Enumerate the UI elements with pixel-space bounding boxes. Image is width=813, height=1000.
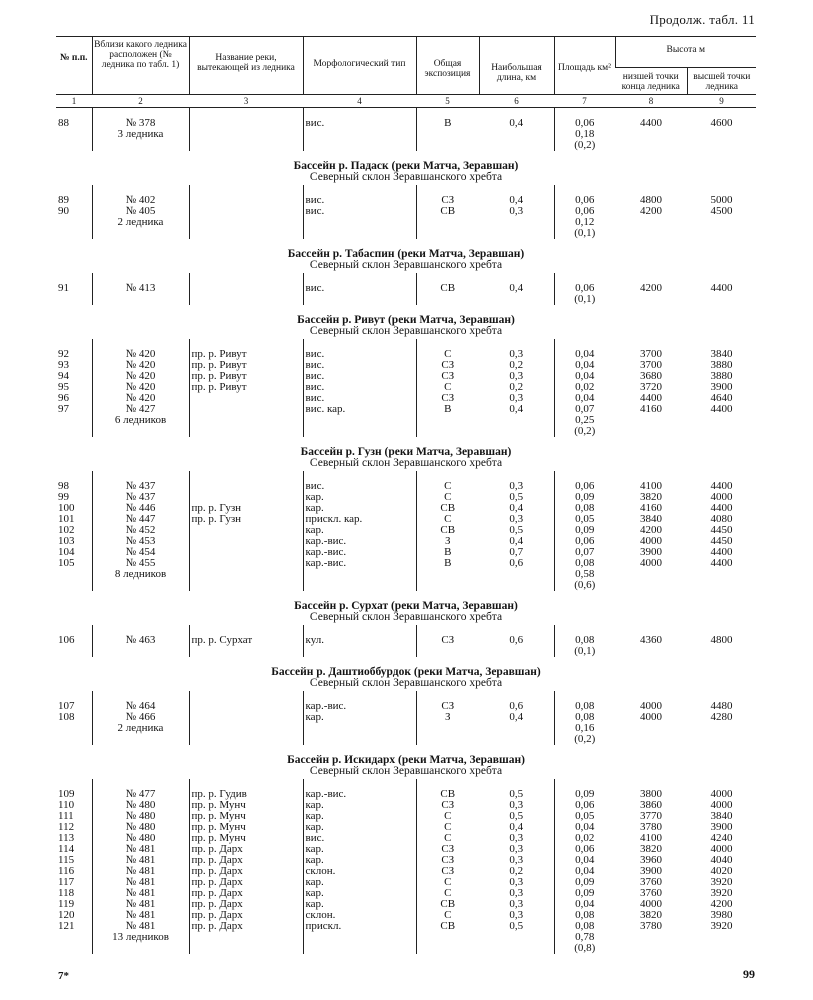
cell-low: 4360 <box>640 634 662 646</box>
cell-near: № 413 <box>92 273 189 305</box>
cell-no: 98 99 100 101 102 103 104 105 <box>58 480 75 569</box>
col-number: 3 <box>189 95 303 108</box>
cell-low: 4200 <box>640 282 662 294</box>
cell-no: 107 108 <box>58 700 75 723</box>
signature-mark: 7* <box>58 970 69 982</box>
cell-exposure: СВ <box>416 273 479 305</box>
cell-exposure: СВ СЗ С С С СЗ СЗ СЗ С С СВ С СВ <box>416 779 479 954</box>
col-number: 4 <box>303 95 416 108</box>
cell-high: 4400 <box>710 282 733 294</box>
cell-length: 0,4 <box>509 117 524 129</box>
table-row <box>56 471 756 591</box>
cell-low: 4100 3820 4160 3840 4200 4000 3900 4000 <box>640 480 662 569</box>
basin-title: Бассейн р. Ривут (реки Матча, Зеравшан) <box>297 314 515 326</box>
cell-high: 4400 4000 4400 4080 4450 4450 4400 4400 <box>710 480 733 569</box>
cell-near: № 463 <box>92 625 189 657</box>
cell-exposure: СЗ З <box>416 691 479 745</box>
cell-area: 0,08 0,08 0,16 (0,2) <box>554 691 615 745</box>
cell-no: 92 93 94 95 96 97 <box>58 348 69 415</box>
col-number: 1 <box>56 95 92 108</box>
page-number: 99 <box>743 967 755 981</box>
cell-type: вис. <box>303 108 416 152</box>
table-row <box>56 779 756 954</box>
cell-near: № 402 № 405 2 ледника <box>92 185 189 239</box>
table-body <box>56 108 756 955</box>
header-low: низшей точки конца ледника <box>621 72 680 92</box>
basin-heading <box>56 437 756 458</box>
cell-high: 4000 4000 3840 3900 4240 4000 4040 4020 3920 3920 4200 3980 3920 <box>710 788 733 932</box>
col-number: 9 <box>687 95 756 108</box>
slope-heading <box>56 612 756 625</box>
basin-title: Бассейн р. Табаспин (реки Матча, Зеравшан) <box>287 248 525 260</box>
col-number: 2 <box>92 95 189 108</box>
cell-area: 0,08 (0,1) <box>554 625 615 657</box>
cell-no: 88 <box>58 117 69 129</box>
col-number: 6 <box>479 95 554 108</box>
cell-exposure: СЗ <box>416 625 479 657</box>
cell-high: 4600 <box>710 117 733 129</box>
cell-high: 5000 4500 <box>710 194 733 217</box>
cell-river: пр. р. Сурхат <box>189 625 303 657</box>
cell-near: № 378 3 ледника <box>92 108 189 152</box>
cell-river: пр. р. Ривут пр. р. Ривут пр. р. Ривут пр. р. Ривут <box>189 339 303 437</box>
continuation-label: Продолж. табл. 11 <box>649 12 755 27</box>
basin-heading <box>56 657 756 678</box>
slope-title: Северный склон Зеравшанского хребта <box>309 171 503 183</box>
slope-title: Северный склон Зеравшанского хребта <box>309 611 503 623</box>
header-morph: Морфологический тип <box>303 37 416 95</box>
slope-heading <box>56 458 756 471</box>
cell-type: вис. вис. <box>303 185 416 239</box>
cell-length: 0,6 <box>509 634 524 646</box>
cell-high: 4480 4280 <box>710 700 733 723</box>
header-length: Наибольшая длина, км <box>479 37 554 95</box>
basin-heading <box>56 239 756 260</box>
cell-low: 4400 <box>640 117 662 129</box>
header-river: Название реки, вытекающей из ледника <box>189 37 303 95</box>
table-row <box>56 625 756 657</box>
cell-length: 0,4 0,3 <box>509 194 524 217</box>
table-row <box>56 273 756 305</box>
cell-no: 106 <box>58 634 75 646</box>
header-exposure: Общая экспозиция <box>416 37 479 95</box>
slope-heading <box>56 678 756 691</box>
cell-exposure: СЗ СВ <box>416 185 479 239</box>
cell-near: № 477 № 480 № 480 № 480 № 480 № 481 № 481 № 481 № 481 № 481 № 481 № 481 № 481 13 ледников <box>92 779 189 954</box>
glacier-table <box>56 36 756 954</box>
cell-low: 3700 3700 3680 3720 4400 4160 <box>640 348 662 415</box>
cell-no: 91 <box>58 282 69 294</box>
basin-heading <box>56 591 756 612</box>
cell-length: 0,3 0,5 0,4 0,3 0,5 0,4 0,7 0,6 <box>509 480 524 569</box>
basin-title: Бассейн р. Даштиоббурдок (реки Матча, Зеравшан) <box>271 666 541 678</box>
basin-heading <box>56 745 756 766</box>
basin-title: Бассейн р. Искидарх (реки Матча, Зеравшан) <box>287 754 525 766</box>
table-row <box>56 108 756 152</box>
cell-exposure: В <box>416 108 479 152</box>
cell-area: 0,06 (0,1) <box>554 273 615 305</box>
col-number: 7 <box>554 95 615 108</box>
cell-type: кар.-вис. кар. <box>303 691 416 745</box>
cell-area: 0,09 0,06 0,05 0,04 0,02 0,06 0,04 0,04 0,09 0,09 0,04 0,08 0,08 0,78 (0,8) <box>554 779 615 954</box>
cell-high: 4800 <box>710 634 733 646</box>
header-no: № п.п. <box>56 37 92 95</box>
cell-area: 0,06 0,09 0,08 0,05 0,09 0,06 0,07 0,08 0,58 (0,6) <box>554 471 615 591</box>
basin-heading <box>56 151 756 172</box>
cell-area: 0,04 0,04 0,04 0,02 0,04 0,07 0,25 (0,2) <box>554 339 615 437</box>
slope-title: Северный склон Зеравшанского хребта <box>309 677 503 689</box>
cell-river <box>189 185 303 239</box>
cell-type: вис. <box>303 273 416 305</box>
slope-title: Северный склон Зеравшанского хребта <box>309 325 503 337</box>
cell-low: 3800 3860 3770 3780 4100 3820 3960 3900 3760 3760 4000 3820 3780 <box>640 788 662 932</box>
cell-exposure: С С СВ С СВ З В В <box>416 471 479 591</box>
basin-title: Бассейн р. Падаск (реки Матча, Зеравшан) <box>293 160 519 172</box>
cell-high: 3840 3880 3880 3900 4640 4400 <box>710 348 733 415</box>
basin-title: Бассейн р. Сурхат (реки Матча, Зеравшан) <box>294 600 518 612</box>
slope-title: Северный склон Зеравшанского хребта <box>309 259 503 271</box>
cell-no: 89 90 <box>58 194 69 217</box>
cell-length: 0,3 0,2 0,3 0,2 0,3 0,4 <box>509 348 524 415</box>
table-row <box>56 185 756 239</box>
cell-type: вис. вис. вис. вис. вис. вис. кар. <box>303 339 416 437</box>
cell-near: № 464 № 466 2 ледника <box>92 691 189 745</box>
slope-heading <box>56 766 756 779</box>
cell-low: 4000 4000 <box>640 700 662 723</box>
cell-length: 0,6 0,4 <box>509 700 524 723</box>
cell-river <box>189 273 303 305</box>
slope-title: Северный склон Зеравшанского хребта <box>309 765 503 777</box>
cell-near: № 437 № 437 № 446 № 447 № 452 № 453 № 454 № 455 8 ледников <box>92 471 189 591</box>
cell-area: 0,06 0,06 0,12 (0,1) <box>554 185 615 239</box>
col-number: 8 <box>615 95 687 108</box>
basin-heading <box>56 305 756 326</box>
cell-length: 0,5 0,3 0,5 0,4 0,3 0,3 0,3 0,2 0,3 0,3 0,3 0,3 0,5 <box>509 788 524 932</box>
slope-heading <box>56 260 756 273</box>
cell-river <box>189 108 303 152</box>
cell-type: кар.-вис. кар. кар. кар. вис. кар. кар. склон. кар. кар. кар. склон. прискл. <box>303 779 416 954</box>
header-high: высшей точки ледника <box>687 68 756 95</box>
table-row <box>56 339 756 437</box>
header-area: Площадь км² <box>554 37 615 95</box>
slope-heading <box>56 326 756 339</box>
col-number: 5 <box>416 95 479 108</box>
header-near: Вблизи какого ледника расположен (№ ледника по табл. 1) <box>92 37 189 95</box>
basin-title: Бассейн р. Гузн (реки Матча, Зеравшан) <box>300 446 512 458</box>
cell-river <box>189 691 303 745</box>
cell-area: 0,06 0,18 (0,2) <box>554 108 615 152</box>
slope-title: Северный склон Зеравшанского хребта <box>309 457 503 469</box>
cell-river: пр. р. Гузн пр. р. Гузн <box>189 471 303 591</box>
cell-near: № 420 № 420 № 420 № 420 № 420 № 427 6 ледников <box>92 339 189 437</box>
cell-length: 0,4 <box>509 282 524 294</box>
slope-heading <box>56 172 756 185</box>
cell-type: кул. <box>303 625 416 657</box>
cell-type: вис. кар. кар. прискл. кар. кар. кар.-вис. кар.-вис. кар.-вис. <box>303 471 416 591</box>
header-height: Высота м <box>615 37 756 68</box>
cell-river: пр. р. Гудив пр. р. Мунч пр. р. Мунч пр. р. Мунч пр. р. Мунч пр. р. Дарх пр. р. Дарх пр. р. Дарх пр. р. Дарх пр. р. Дарх пр. р. Дарх пр. р. Дарх пр. р. Дарх <box>189 779 303 954</box>
cell-low: 4800 4200 <box>640 194 662 217</box>
cell-exposure: С СЗ СЗ С СЗ В <box>416 339 479 437</box>
table-row <box>56 691 756 745</box>
cell-no: 109 110 111 112 113 114 115 116 117 118 119 120 121 <box>58 788 75 932</box>
